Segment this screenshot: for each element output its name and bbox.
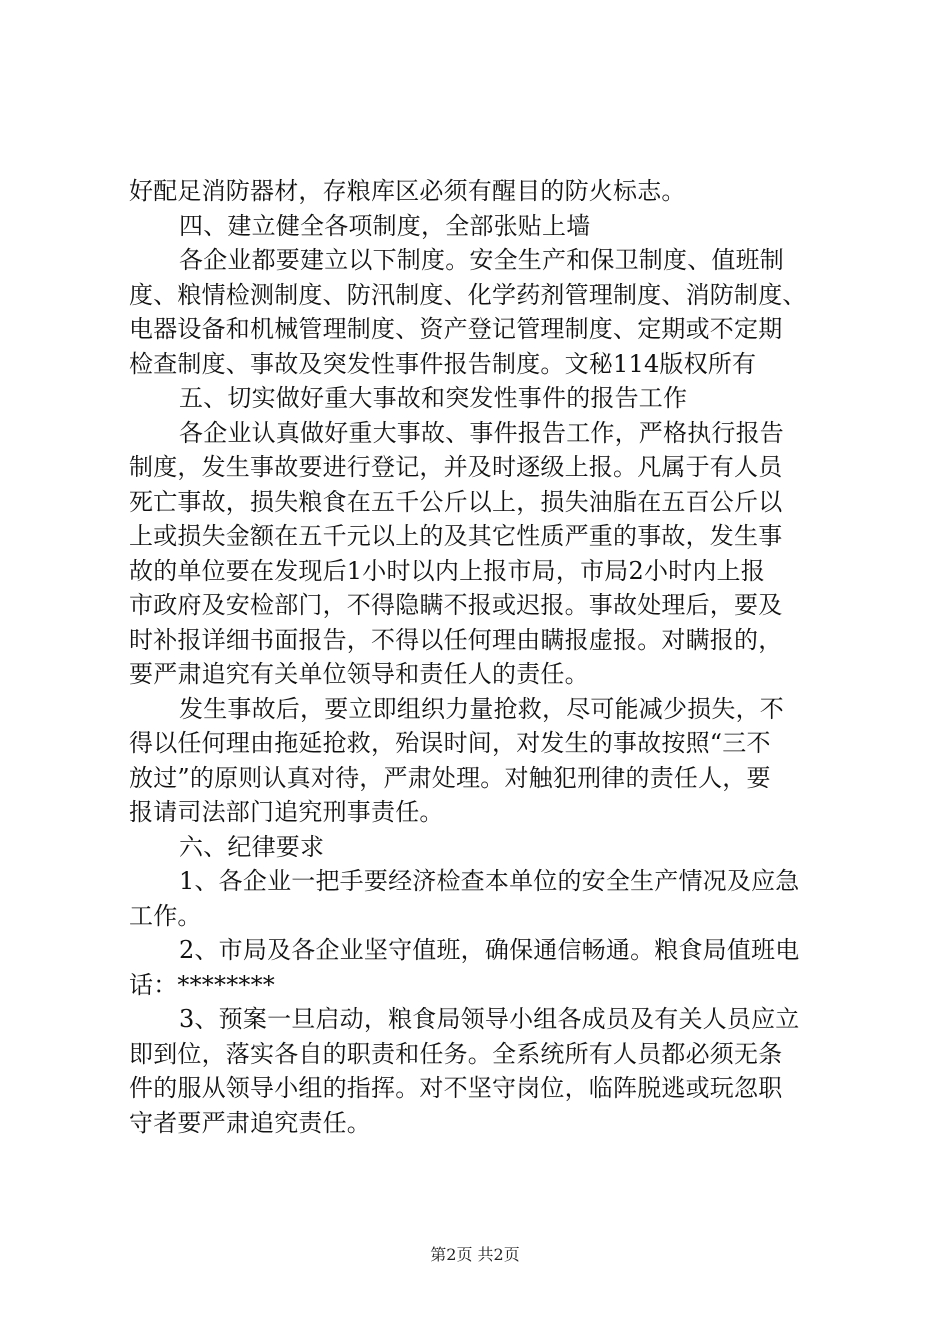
text-line: 检查制度、事故及突发性事件报告制度。文秘114版权所有 — [129, 349, 757, 378]
text-line: 四、建立健全各项制度，全部张贴上墙 — [179, 211, 591, 240]
text-line: 度、粮情检测制度、防汛制度、化学药剂管理制度、消防制度、 — [129, 280, 807, 309]
text-line: 要严肃追究有关单位领导和责任人的责任。 — [129, 660, 589, 688]
text-line: 守者要严肃追究责任。 — [129, 1108, 371, 1137]
text-line: 市政府及安检部门，不得隐瞒不报或迟报。事故处理后，要及 — [129, 591, 783, 619]
text-line: 放过”的原则认真对待，严肃处理。对触犯刑律的责任人，要 — [129, 763, 771, 792]
text-line: 2、市局及各企业坚守值班，确保通信畅通。粮食局值班电 — [179, 936, 800, 964]
text-line: 六、纪律要求 — [179, 832, 325, 861]
text-line: 各企业认真做好重大事故、事件报告工作，严格执行报告 — [179, 418, 784, 447]
text-line: 3、预案一旦启动，粮食局领导小组各成员及有关人员应立 — [179, 1005, 800, 1033]
text-line: 即到位，落实各自的职责和任务。全系统所有人员都必须无条 — [129, 1039, 783, 1068]
text-line: 得以任何理由拖延抢救，殆误时间，对发生的事故按照“三不 — [129, 729, 771, 757]
text-line: 五、切实做好重大事故和突发性事件的报告工作 — [179, 384, 688, 412]
text-line: 1、各企业一把手要经济检查本单位的安全生产情况及应急 — [179, 867, 800, 895]
text-line: 报请司法部门追究刑事责任。 — [129, 798, 444, 826]
text-line: 电器设备和机械管理制度、资产登记管理制度、定期或不定期 — [129, 315, 783, 343]
page-footer: 第2页 共2页 — [430, 1245, 520, 1264]
text-line: 好配足消防器材，存粮库区必须有醒目的防火标志。 — [129, 177, 686, 205]
text-line: 制度，发生事故要进行登记，并及时逐级上报。凡属于有人员 — [129, 453, 783, 481]
text-line: 时补报详细书面报告，不得以任何理由瞒报虚报。对瞒报的， — [129, 625, 783, 654]
text-line: 上或损失金额在五千元以上的及其它性质严重的事故，发生事 — [129, 522, 783, 550]
text-line: 死亡事故，损失粮食在五千公斤以上，损失油脂在五百公斤以 — [129, 487, 783, 516]
text-line: 故的单位要在发现后1小时以内上报市局，市局2小时内上报 — [129, 556, 765, 585]
text-line: 件的服从领导小组的指挥。对不坚守岗位，临阵脱逃或玩忽职 — [129, 1074, 783, 1102]
text-line: 发生事故后，要立即组织力量抢救，尽可能减少损失，不 — [179, 694, 784, 723]
text-line: 各企业都要建立以下制度。安全生产和保卫制度、值班制 — [179, 246, 784, 274]
document-body — [129, 174, 849, 1140]
text-line: 话：******** — [129, 970, 275, 999]
text-line: 工作。 — [129, 901, 202, 930]
